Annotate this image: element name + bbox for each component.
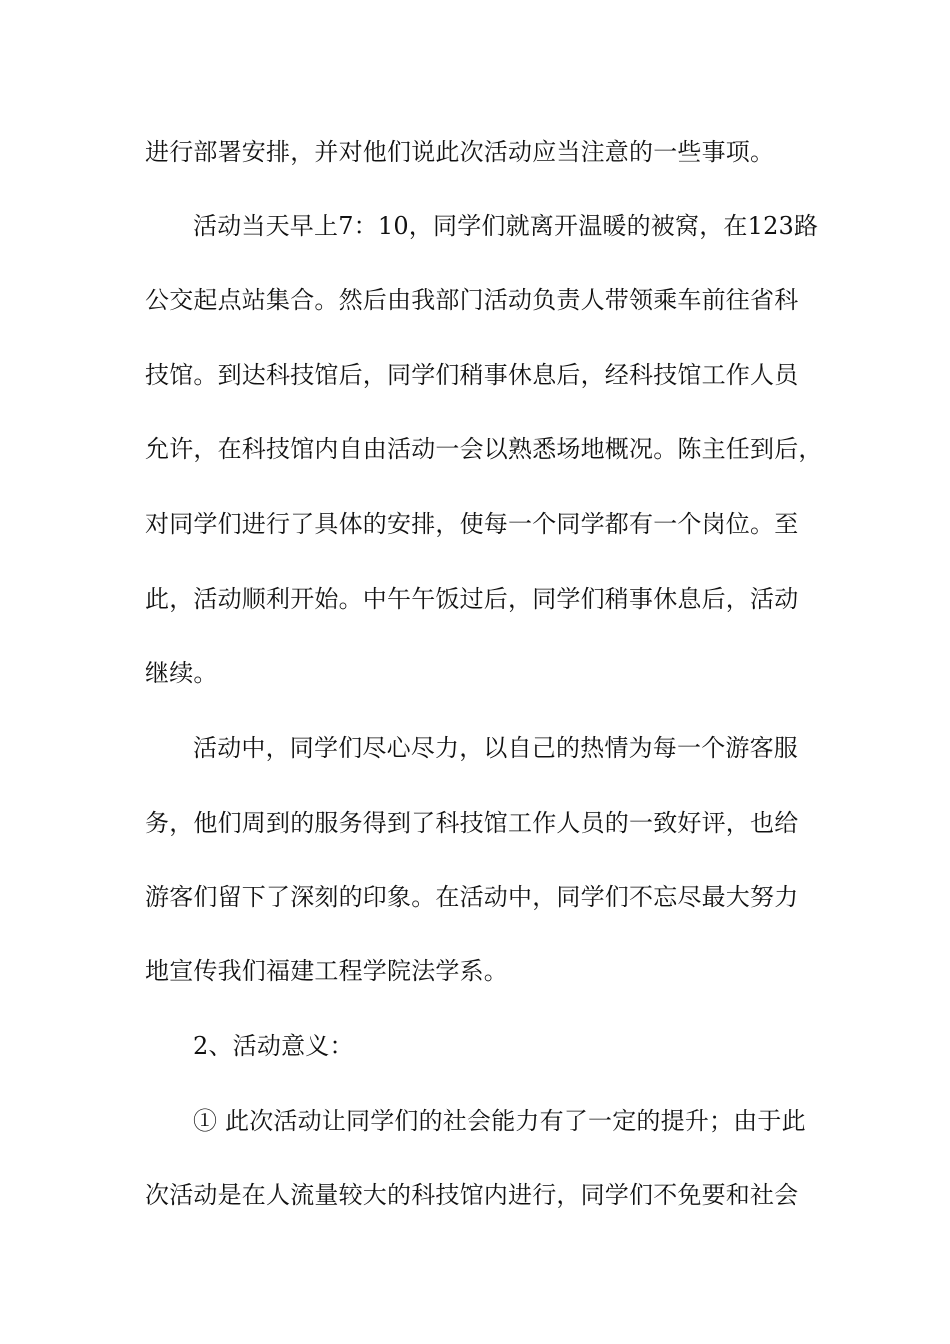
text-line-8: 继续。 bbox=[145, 659, 218, 687]
text-line-3: 公交起点站集合。然后由我部门活动负责人带领乘车前往省科 bbox=[145, 286, 799, 314]
text-line-7: 此，活动顺利开始。中午午饭过后，同学们稍事休息后，活动 bbox=[145, 585, 799, 613]
text-line-12: 地宣传我们福建工程学院法学系。 bbox=[145, 957, 508, 985]
text-line-14: ① 此次活动让同学们的社会能力有了一定的提升；由于此 bbox=[193, 1107, 806, 1135]
text-line-10: 务，他们周到的服务得到了科技馆工作人员的一致好评，也给 bbox=[145, 809, 799, 837]
text-line-1: 进行部署安排，并对他们说此次活动应当注意的一些事项。 bbox=[145, 138, 775, 166]
text-line-4: 技馆。到达科技馆后，同学们稍事休息后，经科技馆工作人员 bbox=[145, 361, 799, 389]
text-line-6: 对同学们进行了具体的安排，使每一个同学都有一个岗位。至 bbox=[145, 510, 799, 538]
text-line-15: 次活动是在人流量较大的科技馆内进行，同学们不免要和社会 bbox=[145, 1181, 799, 1209]
text-line-11: 游客们留下了深刻的印象。在活动中，同学们不忘尽最大努力 bbox=[145, 883, 799, 911]
text-line-9: 活动中，同学们尽心尽力，以自己的热情为每一个游客服 bbox=[193, 734, 798, 762]
text-line-5: 允许，在科技馆内自由活动一会以熟悉场地概况。陈主任到后， bbox=[145, 435, 823, 463]
section-heading: 2、活动意义： bbox=[193, 1032, 354, 1060]
text-line-2: 活动当天早上7：10，同学们就离开温暖的被窝，在123路 bbox=[193, 212, 819, 240]
